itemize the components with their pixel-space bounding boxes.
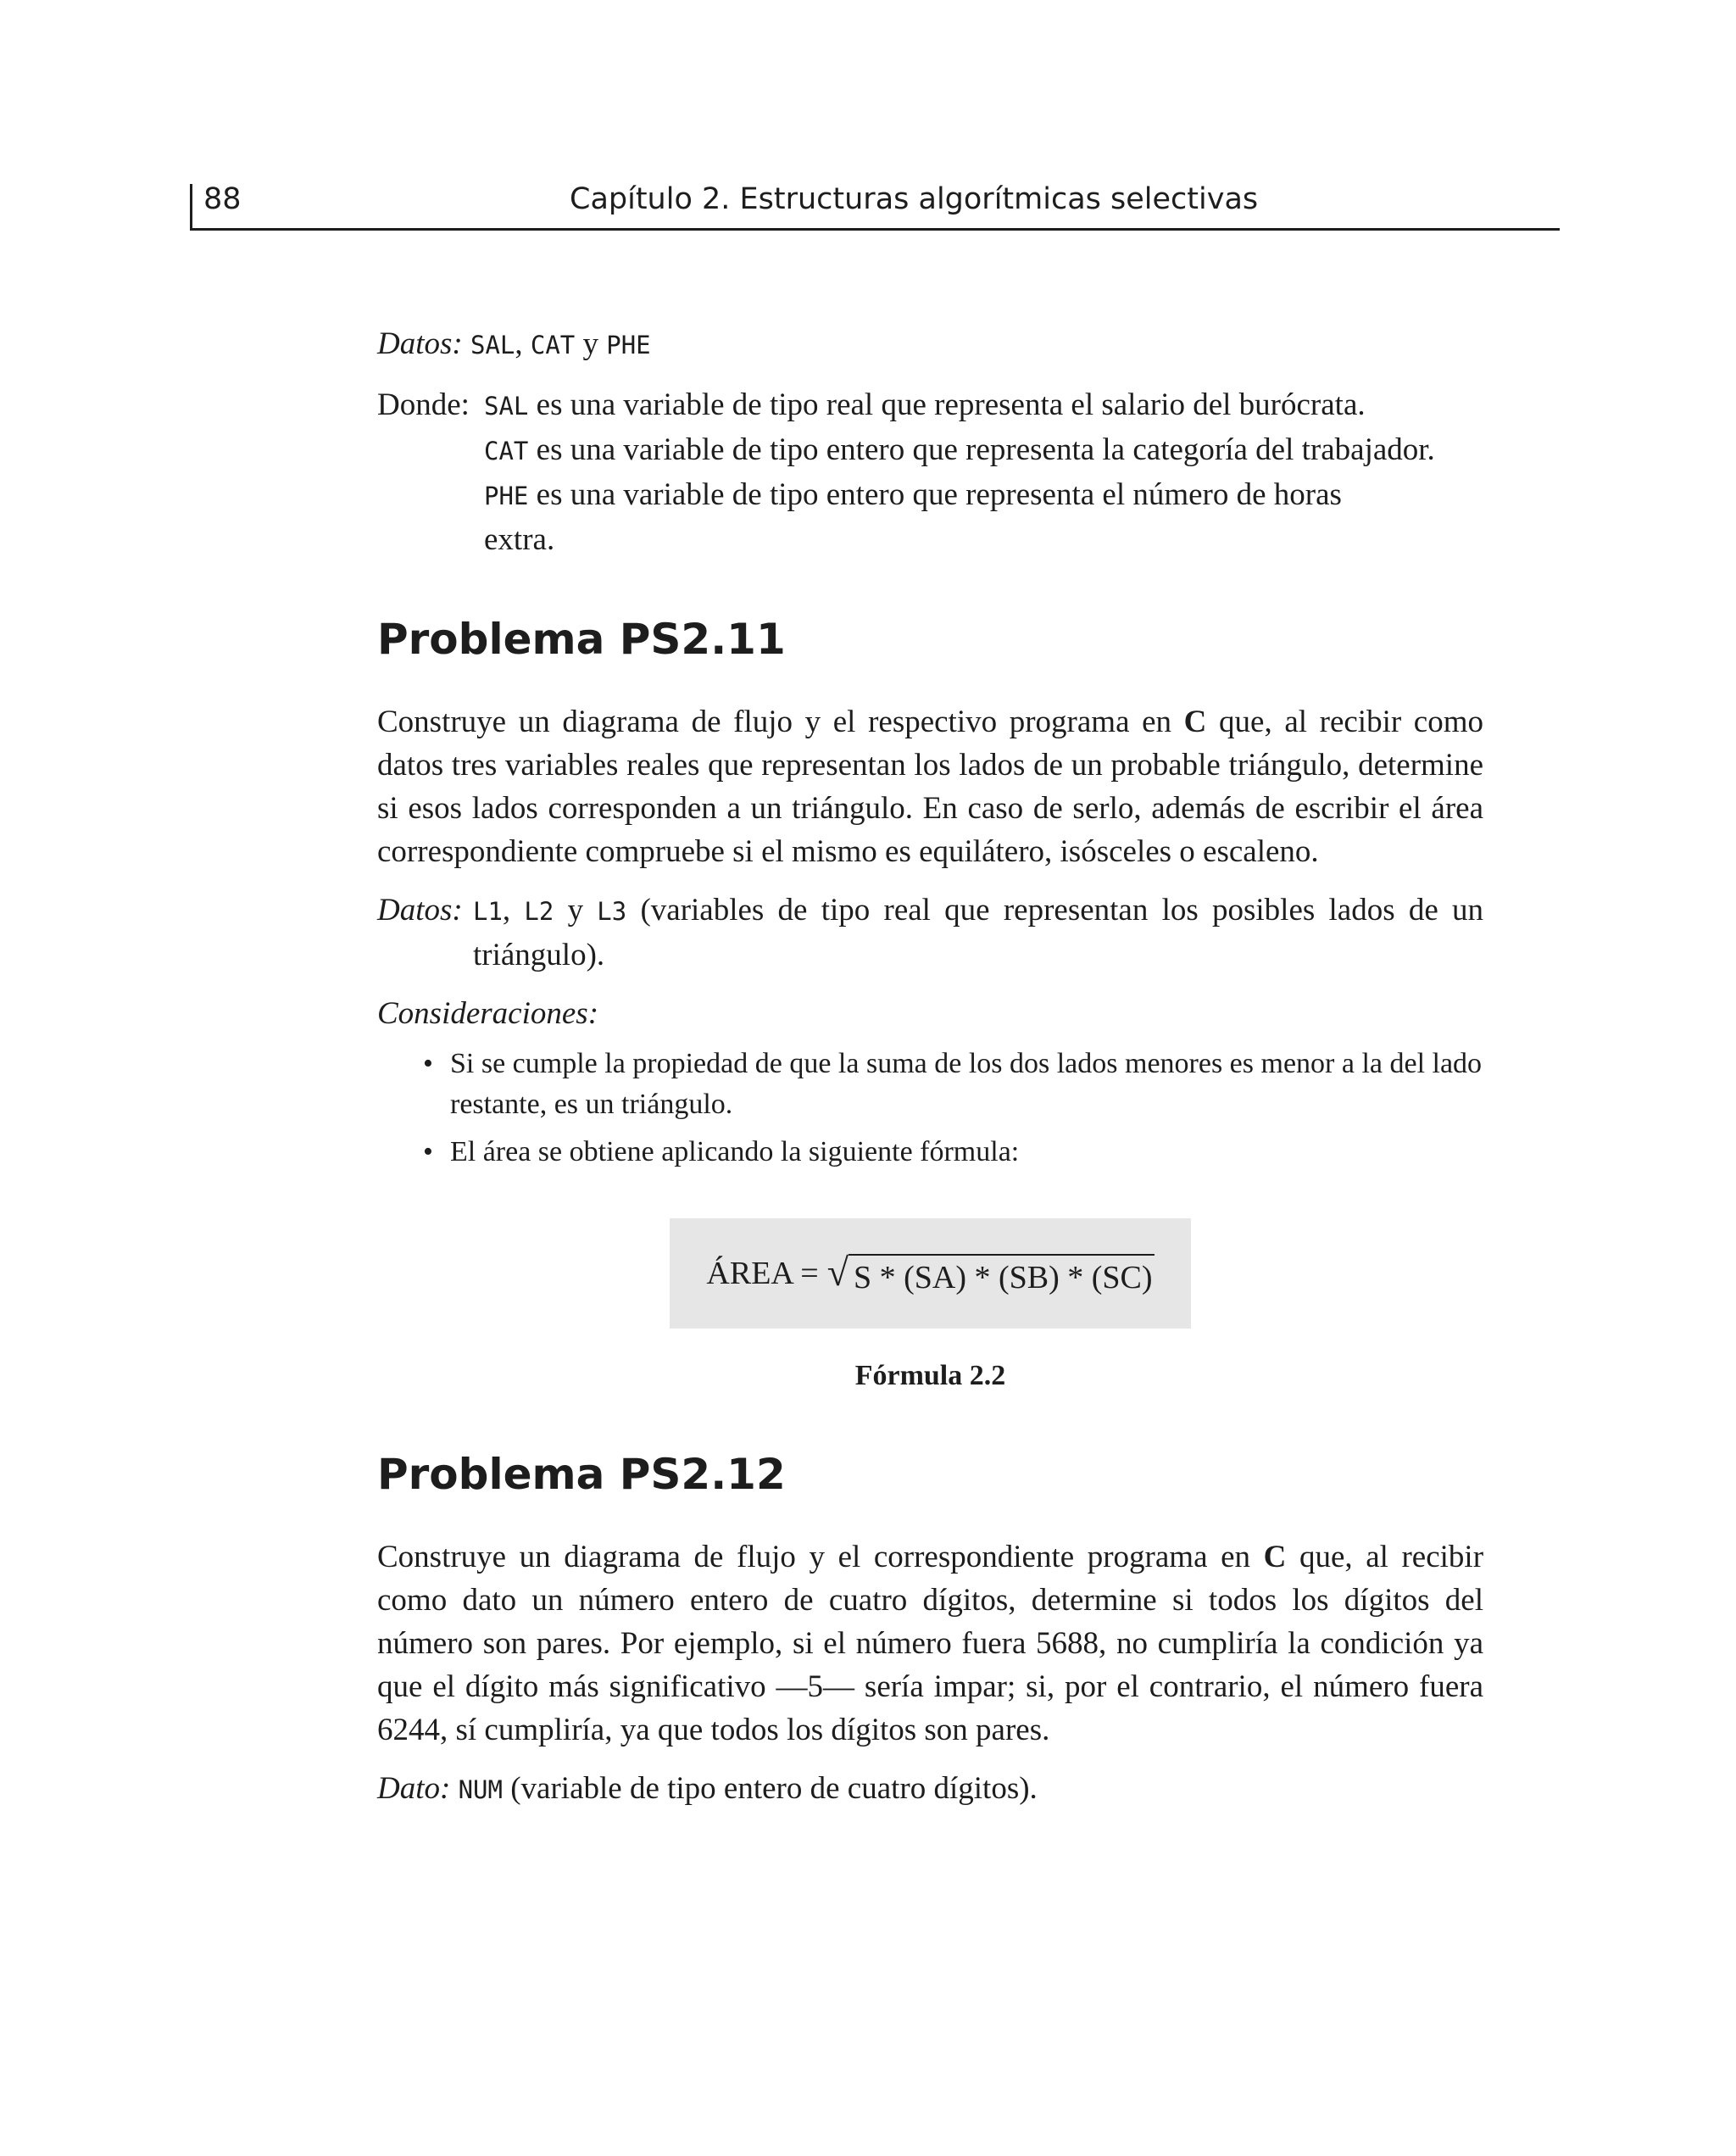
var-phe: PHE (606, 331, 651, 359)
running-header (190, 174, 1560, 231)
consideration-text: El área se obtiene aplicando la siguiente fórmula: (450, 1136, 1020, 1167)
formula-radicand: S * (SA) * (SB) * (SC) (849, 1254, 1155, 1296)
statement-text-start: Construye un diagrama de flujo y el respectivo programa en (377, 705, 1172, 739)
chapter-title: Capítulo 2. Estructuras algorítmicas selectivas (570, 182, 1259, 216)
phe-description (484, 473, 1416, 561)
var-sal: SAL (470, 331, 515, 359)
list-item (423, 1132, 1483, 1173)
language-c: C (1183, 705, 1207, 739)
problem-ps2-11-statement (377, 700, 1483, 873)
problem-ps2-11-datos (377, 889, 1483, 977)
formula-caption: Fórmula 2.2 (854, 1360, 1006, 1391)
considerations-list (377, 1044, 1483, 1173)
datos-label: Datos: (377, 326, 463, 361)
var-l1: L1 (473, 897, 503, 926)
problem-ps2-12-dato (377, 1767, 1483, 1812)
square-root-icon: √ (826, 1250, 849, 1294)
var-num: NUM (458, 1775, 503, 1804)
statement-text-end: que, al recibir como datos tres variables reales que representan los lados de un probable triángulo, determine si esos lados corresponden a un triángulo. En caso de serlo, además de escribir el área correspondiente compruebe si el mismo es equilátero, isósceles o escaleno. (377, 705, 1484, 869)
comma-separator: , (515, 326, 523, 361)
page-number: 88 (203, 182, 242, 216)
bullet-icon: • (423, 1136, 433, 1167)
problem-ps2-12-title: Problema PS2.12 (377, 1450, 786, 1499)
datos-label-ps2-11: Datos: (377, 893, 463, 928)
conjunction-y: y (582, 326, 599, 361)
var-cat-ref: CAT (484, 437, 529, 465)
var-l3: L3 (597, 897, 627, 926)
comma-separator: , (502, 893, 511, 928)
cat-description-text: es una variable de tipo entero que representa la categoría del trabajador. (536, 432, 1435, 467)
donde-block (377, 383, 1483, 561)
donde-label: Donde: (377, 387, 470, 422)
problem-ps2-12-statement (377, 1535, 1483, 1752)
area-formula (670, 1218, 1191, 1329)
phe-description-text: es una variable de tipo entero que representa el número de horas extra. (484, 477, 1342, 557)
var-sal-ref: SAL (484, 392, 529, 421)
consideration-text: Si se cumple la propiedad de que la suma de los dos lados menores es menor a la del lado restante, es un triángulo. (450, 1048, 1483, 1120)
page-content (377, 322, 1483, 1812)
header-vertical-rule (190, 184, 192, 231)
var-l2: L2 (524, 897, 554, 926)
dato-description: (variable de tipo entero de cuatro dígitos). (510, 1771, 1038, 1806)
formula-lhs: ÁREA = (706, 1255, 819, 1291)
square-root (827, 1251, 1155, 1296)
sal-description (484, 383, 1483, 428)
sal-description-text: es una variable de tipo real que representa el salario del burócrata. (536, 387, 1366, 422)
var-phe-ref: PHE (484, 482, 529, 510)
language-c: C (1263, 1540, 1287, 1574)
cat-description (484, 428, 1483, 473)
bullet-icon: • (423, 1048, 433, 1079)
datos-description: (variables de tipo real que representan los posibles lados de un triángulo). (473, 893, 1483, 972)
statement-text-end: que, al recibir como dato un número entero de cuatro dígitos, determine si todos los dígitos del número son pares. Por ejemplo, si el número fuera 5688, no cumpliría la condición ya que el dígito más significativo —5— sería impar; si, por el contrario, el número fuera 6244, sí cumpliría, ya que todos los dígitos son pares. (377, 1540, 1484, 1747)
considerations-label: Consideraciones: (377, 996, 599, 1031)
var-cat: CAT (530, 331, 576, 359)
list-item (423, 1044, 1483, 1125)
conjunction-y: y (567, 893, 584, 928)
statement-text-start: Construye un diagrama de flujo y el correspondiente programa en (377, 1540, 1251, 1574)
problem-ps2-11-title: Problema PS2.11 (377, 615, 786, 664)
intro-datos-line (377, 322, 1483, 367)
dato-label: Dato: (377, 1771, 451, 1806)
